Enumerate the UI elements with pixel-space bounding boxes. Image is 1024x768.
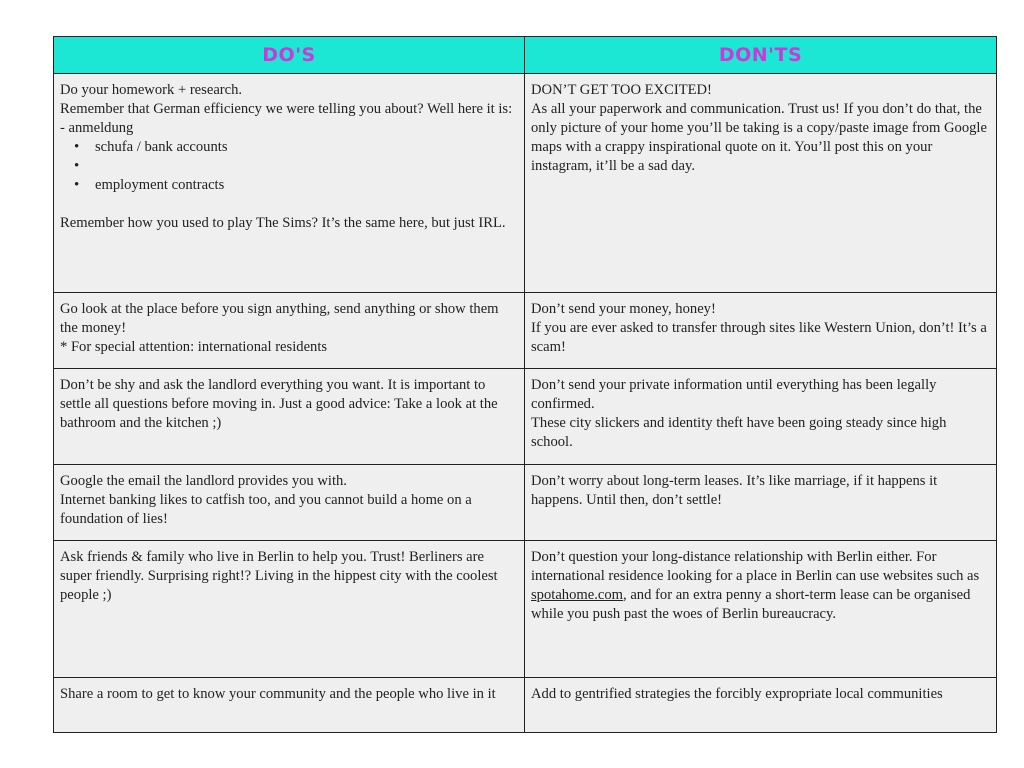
do-cell [54,465,525,541]
bullet-item: • employment contracts [60,176,518,195]
cell-text: - anmeldung [60,120,134,136]
cell-text-part: , and for an extra penny a short-term lease can be organised while you push past the woes of Berlin bureaucracy. [531,587,971,622]
cell-text: Don’t send your money, honey! [531,301,716,317]
bullet-spacer [60,157,518,176]
dont-cell [525,74,997,293]
cell-text: Share a room to get to know your community and the people who live in it [60,686,496,702]
cell-text: Add to gentrified strategies the forcibly expropriate local communities [531,686,943,702]
cell-text: Don’t worry about long-term leases. It’s like marriage, if it happens it happens. Until then, don’t settle! [531,473,938,508]
table-row [54,369,997,465]
table-row [54,541,997,678]
bullet-item: • schufa / bank accounts [60,138,518,157]
cell-text: Don’t send your private information until everything has been legally confirmed. [531,377,937,412]
cell-text [531,548,990,624]
cell-text: If you are ever asked to transfer through sites like Western Union, don’t! It’s a scam! [531,320,987,355]
cell-text: As all your paperwork and communication. Trust us! If you don’t do that, the only picture of your home you’ll be taking is a copy/paste image from Google maps with a crappy inspirational quote on it. You’ll post this on your instagram, it’ll be a sad day. [531,101,987,174]
table-row [54,465,997,541]
bullet-list [60,138,518,195]
dont-cell [525,293,997,369]
cell-text: Don’t be shy and ask the landlord everything you want. It is important to settle all questions before moving in. Just a good advice: Take a look at the bathroom and the kitchen ;) [60,377,498,431]
cell-text: Remember how you used to play The Sims? It’s the same here, but just IRL. [60,215,506,231]
table-row [54,678,997,733]
do-cell [54,74,525,293]
cell-text: Ask friends & family who live in Berlin to help you. Trust! Berliners are super friendly. Surprising right!? Living in the hippest city with the coolest people ;) [60,549,498,603]
table-row [54,74,997,293]
header-row [54,37,997,74]
cell-text: Google the email the landlord provides you with. [60,473,347,489]
header-donts: DON'TS [525,37,997,74]
do-cell [54,293,525,369]
do-cell [54,541,525,678]
cell-text: Do your homework + research. [60,82,243,98]
cell-text: Internet banking likes to catfish too, and you cannot build a home on a foundation of lies! [60,492,472,527]
header-dos: DO'S [54,37,525,74]
cell-text: These city slickers and identity theft have been going steady since high school. [531,415,947,450]
dont-cell [525,541,997,678]
cell-text: * For special attention: international residents [60,339,328,355]
dont-cell [525,678,997,733]
spotahome-link[interactable]: spotahome.com [531,587,624,603]
cell-text: Remember that German efficiency we were telling you about? Well here it is: [60,101,513,117]
do-cell [54,369,525,465]
dont-cell [525,465,997,541]
dont-cell [525,369,997,465]
paragraph-spacer [60,195,518,214]
do-cell [54,678,525,733]
cell-text: Go look at the place before you sign anything, send anything or show them the money! [60,301,499,336]
cell-text: DON’T GET TOO EXCITED! [531,82,712,98]
dos-donts-table [53,36,997,733]
cell-text-part: Don’t question your long-distance relationship with Berlin either. For international residence looking for a place in Berlin can use websites such as [531,549,980,584]
table-row [54,293,997,369]
